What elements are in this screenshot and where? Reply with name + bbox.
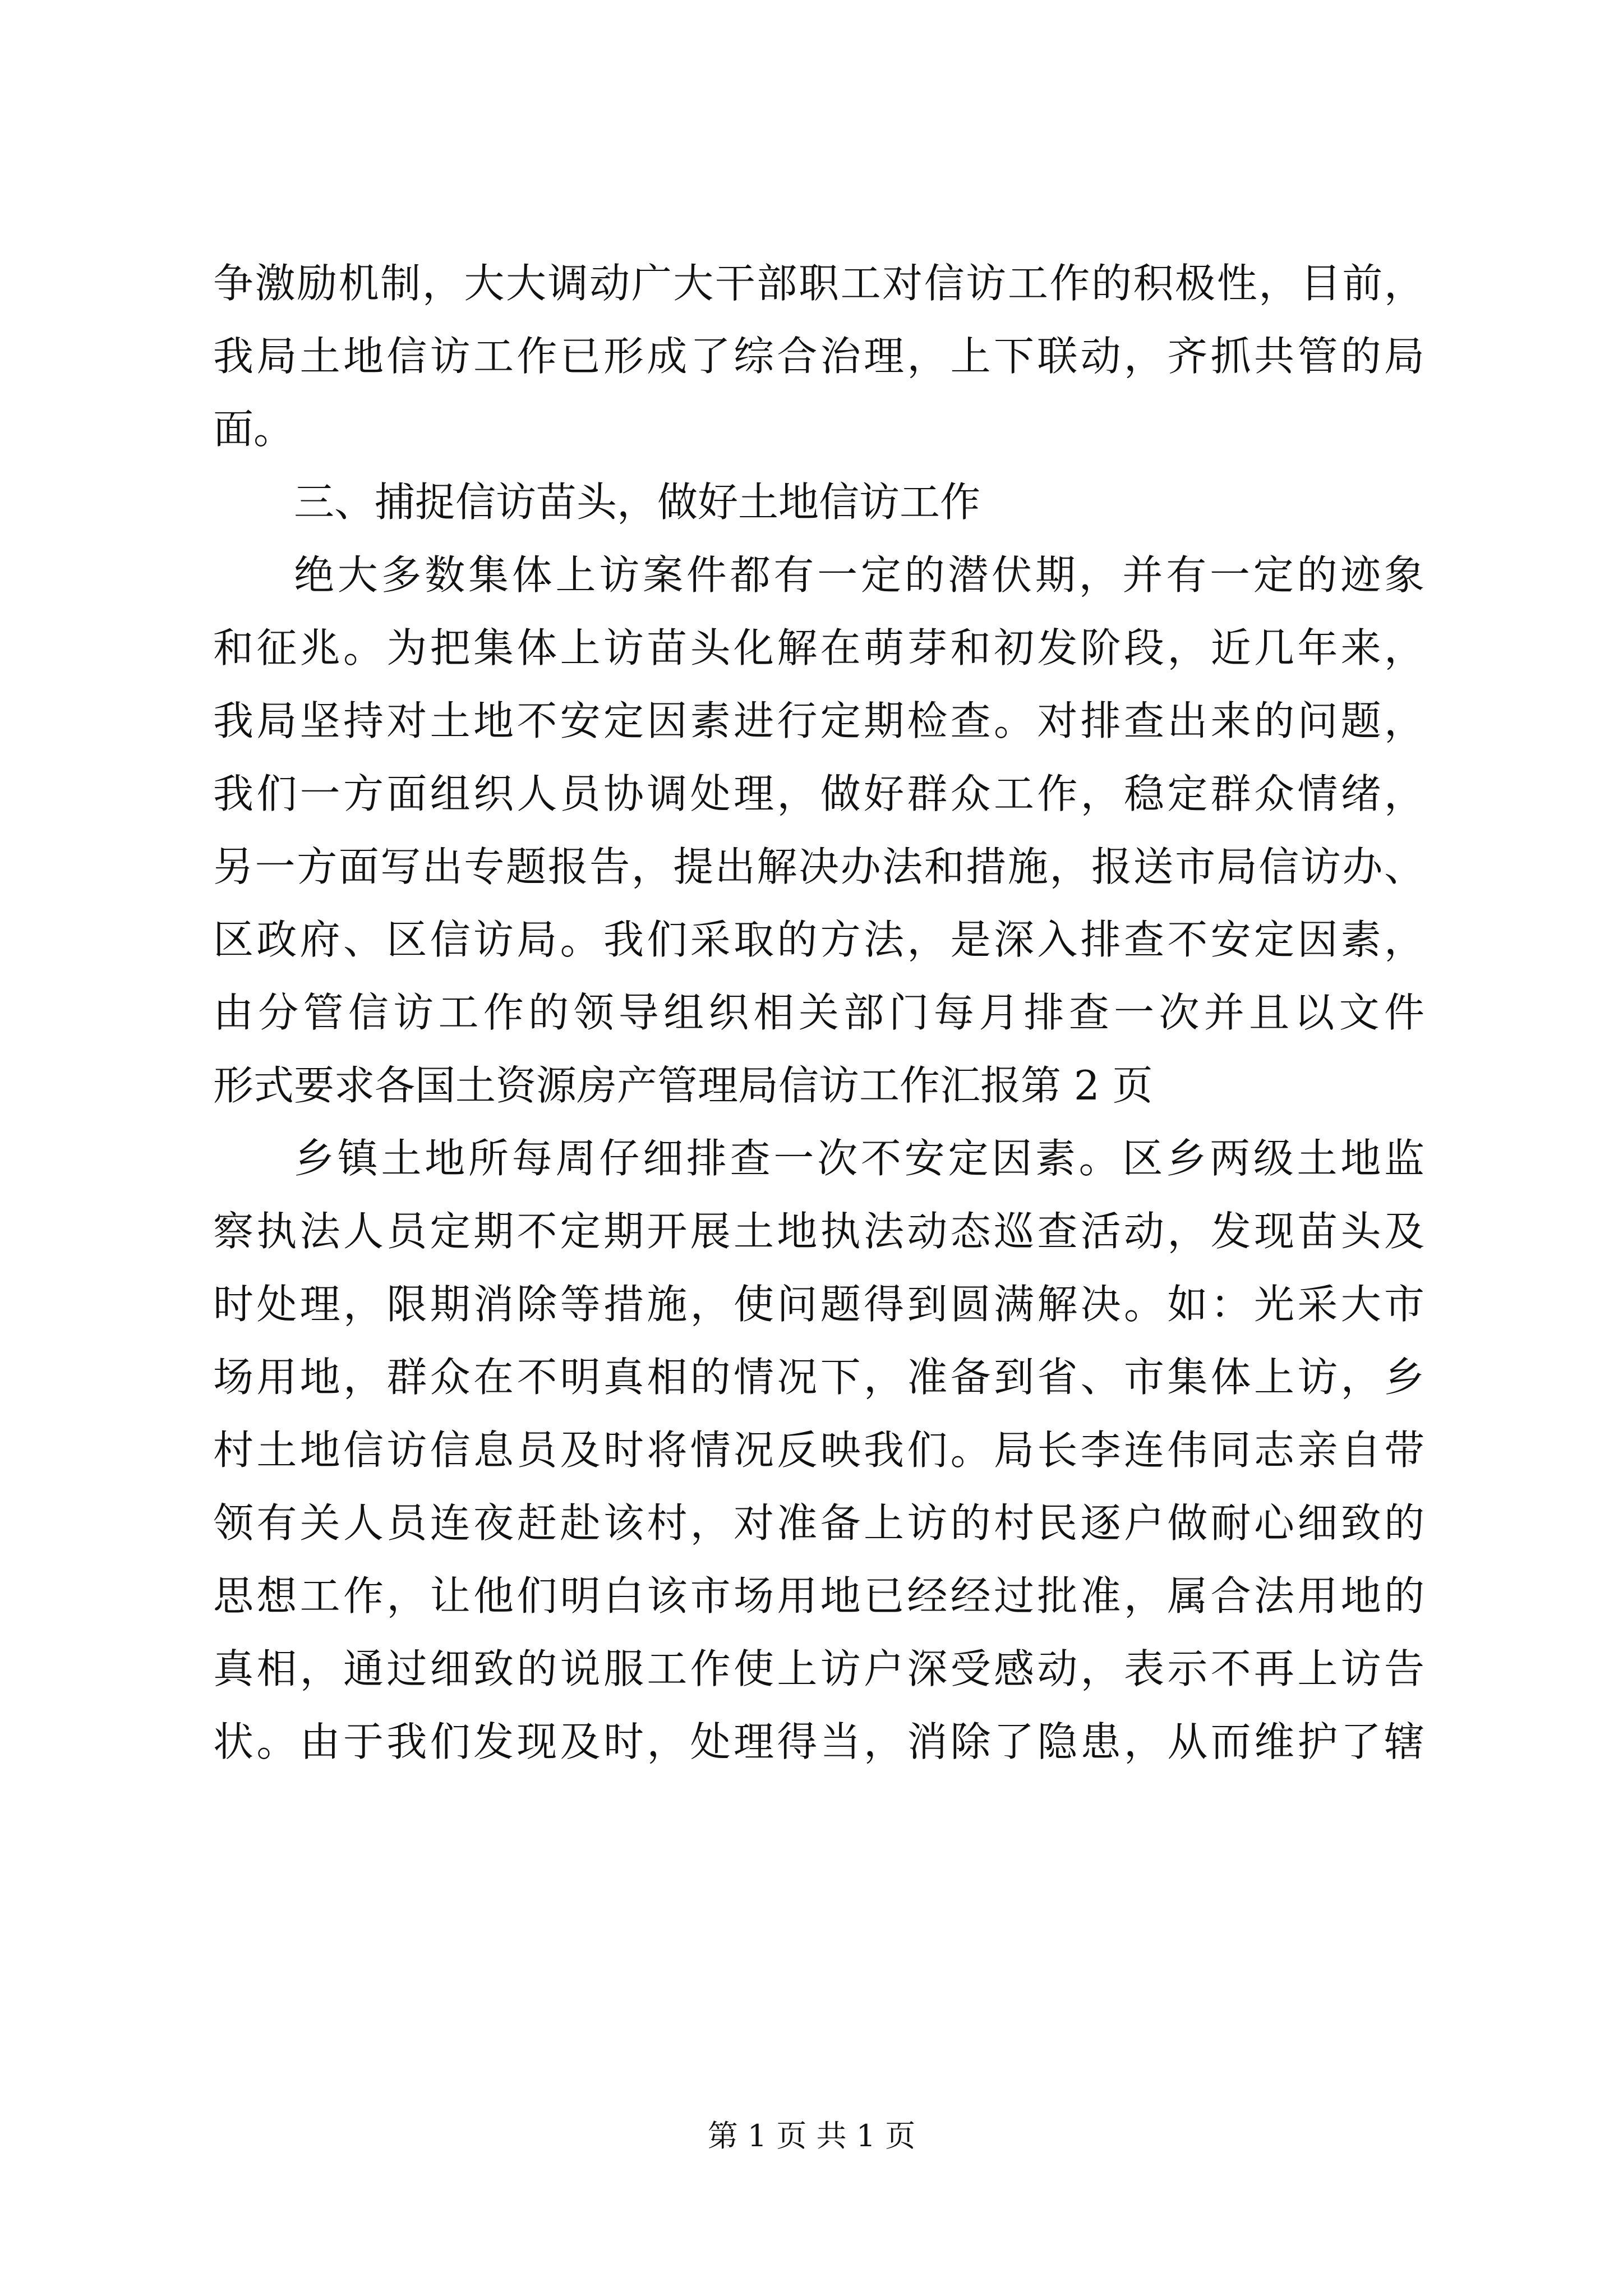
text-line: 状。由于我们发现及时，处理得当，消除了隐患，从而维护了辖	[213, 1718, 1424, 1765]
text-line: 另一方面写出专题报告，提出解决办法和措施，报送市局信访办、	[213, 843, 1424, 890]
text-line: 场用地，群众在不明真相的情况下，准备到省、市集体上访，乡	[213, 1354, 1424, 1401]
text-line: 真相，通过细致的说服工作使上访户深受感动，表示不再上访告	[213, 1645, 1424, 1692]
text-line: 我们一方面组织人员协调处理，做好群众工作，稳定群众情绪，	[213, 770, 1424, 817]
text-line: 乡镇土地所每周仔细排查一次不安定因素。区乡两级土地监	[294, 1135, 1424, 1182]
text-line: 面。	[213, 406, 294, 453]
text-line: 我局土地信访工作已形成了综合治理，上下联动，齐抓共管的局	[213, 333, 1424, 380]
text-line: 时处理，限期消除等措施，使问题得到圆满解决。如：光采大市	[213, 1281, 1424, 1328]
text-line: 思想工作，让他们明白该市场用地已经经过批准，属合法用地的	[213, 1572, 1424, 1619]
section-heading: 三、捕捉信访苗头，做好土地信访工作	[294, 478, 981, 526]
text-line: 村土地信访信息员及时将情况反映我们。局长李连伟同志亲自带	[213, 1427, 1424, 1474]
text-line: 形式要求各国土资源房产管理局信访工作汇报第 2 页	[213, 1062, 1153, 1109]
text-line: 争激励机制，大大调动广大干部职工对信访工作的积极性，目前，	[213, 260, 1424, 307]
text-line: 和征兆。为把集体上访苗头化解在萌芽和初发阶段，近几年来，	[213, 624, 1424, 671]
text-line: 绝大多数集体上访案件都有一定的潜伏期，并有一定的迹象	[294, 551, 1424, 599]
text-line: 领有关人员连夜赶赴该村，对准备上访的村民逐户做耐心细致的	[213, 1499, 1424, 1547]
text-line: 察执法人员定期不定期开展土地执法动态巡查活动，发现苗头及	[213, 1208, 1424, 1255]
page-footer: 第 1 页 共 1 页	[707, 2118, 916, 2154]
text-line: 由分管信访工作的领导组织相关部门每月排查一次并且以文件	[213, 989, 1424, 1036]
text-line: 区政府、区信访局。我们采取的方法，是深入排查不安定因素，	[213, 916, 1424, 963]
text-line: 我局坚持对土地不安定因素进行定期检查。对排查出来的问题，	[213, 697, 1424, 744]
